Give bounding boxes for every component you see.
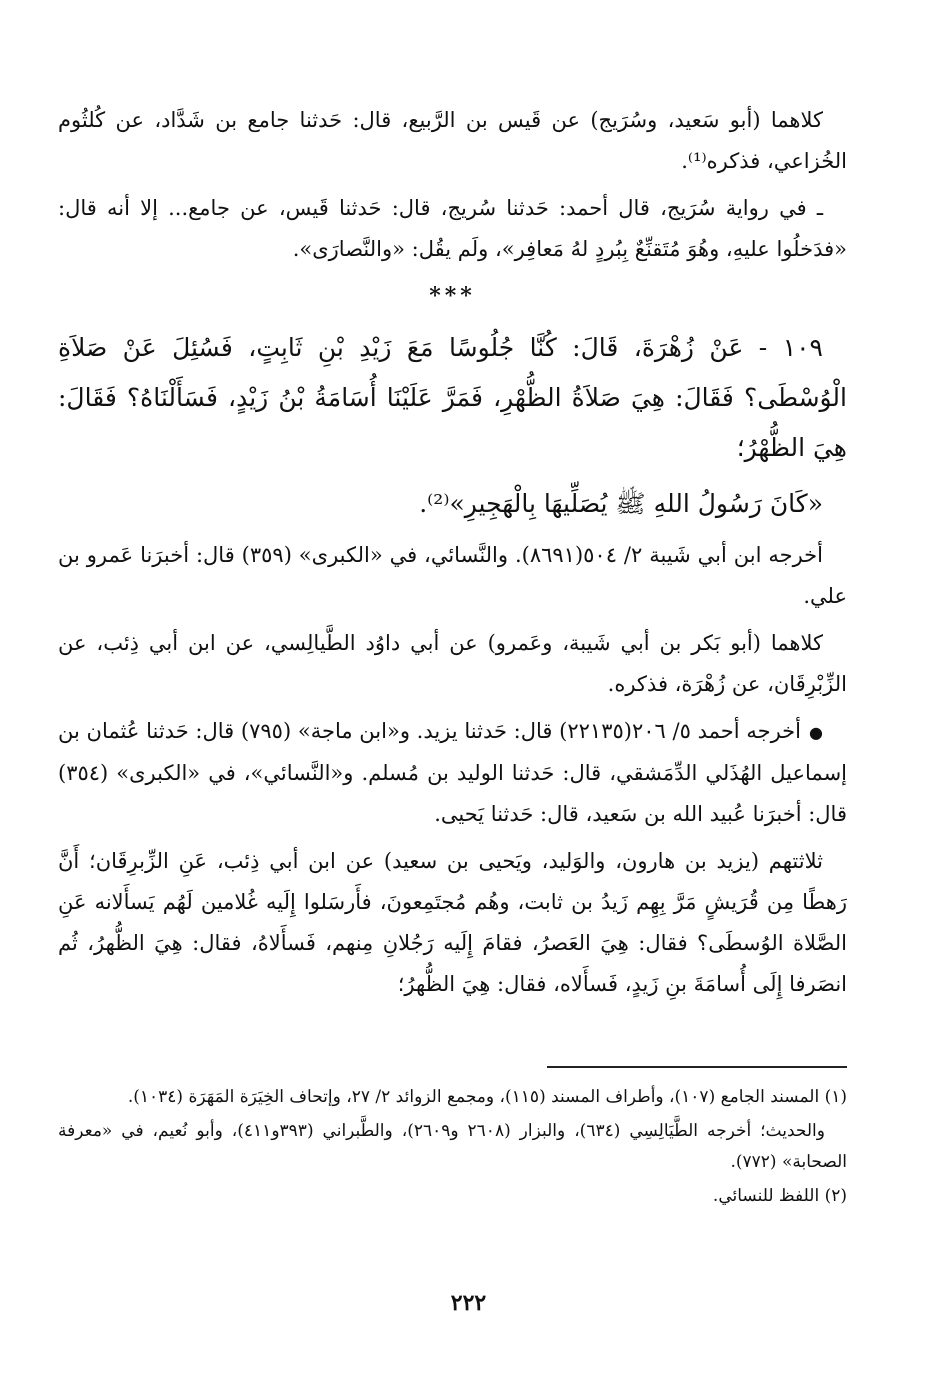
main-text [58, 100, 847, 1011]
paragraph-takhrij-ahmad [58, 711, 847, 835]
section-separator: *** [429, 283, 476, 309]
page-number: ٢٢٢ [450, 1290, 487, 1316]
paragraph-riwayat-surayj: ـ في رواية سُرَيج، قال أحمد: حَدثنا سُريج، قال: حَدثنا قَيس، عن جامع... إلا أنه قال: «فدَخلُوا عليهِ، وهُوَ مُتَقنِّعٌ بِبُردٍ لهُ مَعافِر»، ولَم يقُل: «والنَّصارَى». [58, 196, 847, 261]
hadith-109-quote: «كَانَ رَسُولُ اللهِ ﷺ يُصَلِّيهَا بِالْهَجِيرِ»⁽²⁾. [419, 489, 823, 518]
footnote-1-continuation: والحديث؛ أخرجه الطَّيَالِسِي (٦٣٤)، والبزار (٢٦٠٨ و٢٦٠٩)، والطَّبراني (٣٩٣و٤١١)، وأبو نُعيم، في «معرفة الصحابة» (٧٧٢). [58, 1121, 847, 1172]
paragraph-kilahuma-abi-dawud: كلاهما (أبو بَكر بن أبي شَيبة، وعَمرو) عن أبي داوُد الطَّيالِسي، عن ابن أبي ذِئب، عن الزِّبْرِقَان، عن زُهْرَة، فذكره. [58, 631, 847, 696]
paragraph-thalathatuhum: ثلاثتهم (يزيد بن هارون، والوَليد، ويَحيى بن سعيد) عن ابن أبي ذِئب، عَنِ الزِّبرِقَان؛ أَنَّ رَهطًا مِن قُرَيشٍ مَرَّ بِهِم زَيدُ بن ثابت، وهُم مُجتَمِعونَ، فأَرسَلوا إِلَيه غُلامين لَهُم يَسأَلانه عَنِ الصَّلاة الوُسطَى؟ فقال: هِيَ العَصرُ، فقامَ إِلَيه رَجُلانِ مِنهم، فَسأَلاهُ، فقال: هِيَ الظُّهرُ، ثُم انصَرفا إِلَى أُسامَةَ بنِ زَيدٍ، فَسأَلاه، فقال: هِيَ الظُّهرُ؛ [58, 849, 847, 996]
paragraph-takhrij-ibn-abi-shayba: أخرجه ابن أبي شَيبة ٢/ ٥٠٤(٨٦٩١). والنَّسائي، في «الكبرى» (٣٥٩) قال: أخبرَنا عَمرو بن علي. [58, 543, 847, 608]
hadith-109-text: ١٠٩ - عَنْ زُهْرَةَ، قَالَ: كُنَّا جُلُوسًا مَعَ زَيْدِ بْنِ ثَابِتٍ، فَسُئِلَ عَنْ صَلاَةِ الْوُسْطَى؟ فَقَالَ: هِيَ صَلاَةُ الظُّهْرِ، فَمَرَّ عَلَيْنَا أُسَامَةُ بْنُ زَيْدٍ، فَسَأَلْنَاهُ؟ فَقَالَ: هِيَ الظُّهْرُ؛ [58, 333, 847, 462]
paragraph-kilahuma-qays: كلاهما (أبو سَعيد، وسُرَيج) عن قَيس بن الرَّبيع، قال: حَدثنا جامع بن شَدَّاد، عن كُلثُوم الخُزاعي، فذكره⁽¹⁾. [58, 108, 847, 173]
footnote-2: (٢) اللفظ للنسائي. [712, 1186, 847, 1206]
footnote-1: (١) المسند الجامع (١٠٧)، وأطراف المسند (١١٥)، ومجمع الزوائد ٢/ ٢٧، وإتحاف الخِيَرَة المَهَرَة (١٠٣٤). [127, 1087, 847, 1107]
bullet-icon: ● [808, 723, 823, 742]
footnote-separator [547, 1066, 847, 1068]
footnotes [58, 1082, 847, 1215]
paragraph-takhrij-ahmad-text: أخرجه أحمد ٥/ ٢٠٦(٢٢١٣٥) قال: حَدثنا يزيد. و«ابن ماجة» (٧٩٥) قال: حَدثنا عُثمان بن إسماعيل الهُذَلي الدِّمَشقي، قال: حَدثنا الوليد بن مُسلم. و«النَّسائي»، في «الكبرى» (٣٥٤) قال: أخبرَنا عُبيد الله بن سَعيد، قال: حَدثنا يَحيى. [58, 719, 847, 826]
